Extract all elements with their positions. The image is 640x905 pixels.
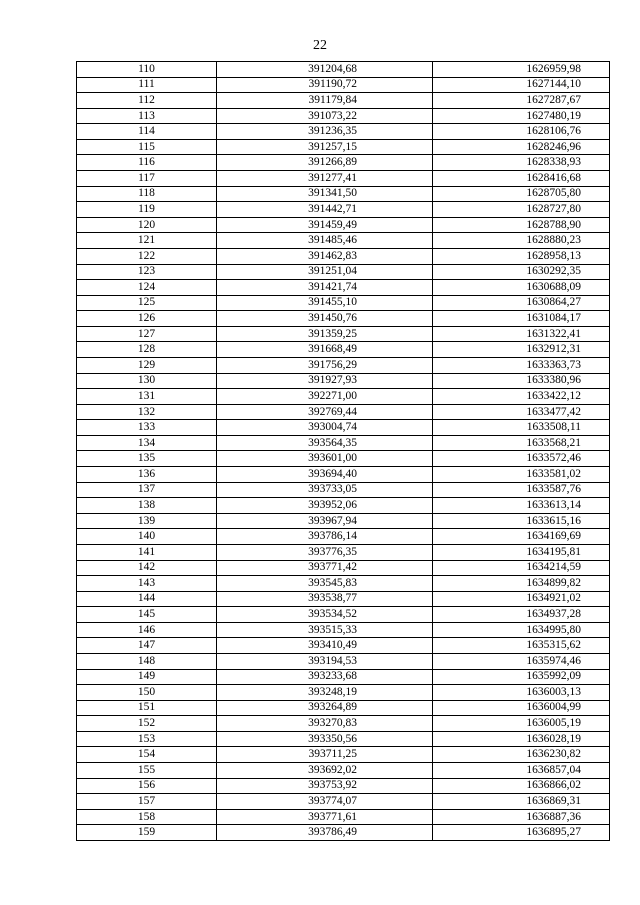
x-coordinate-cell: 393410,49 (217, 638, 433, 654)
y-coordinate-cell: 1636887,36 (433, 809, 610, 825)
y-coordinate-cell: 1633380,96 (433, 373, 610, 389)
point-number-cell: 154 (77, 747, 217, 763)
x-coordinate-cell: 392769,44 (217, 404, 433, 420)
point-number-cell: 152 (77, 716, 217, 732)
y-coordinate-cell: 1634214,59 (433, 560, 610, 576)
table-row (77, 280, 610, 296)
x-coordinate-cell: 391190,72 (217, 77, 433, 93)
point-number-cell: 122 (77, 248, 217, 264)
x-coordinate-cell: 393774,07 (217, 794, 433, 810)
x-coordinate-cell: 391421,74 (217, 280, 433, 296)
x-coordinate-cell: 393270,83 (217, 716, 433, 732)
y-coordinate-cell: 1632912,31 (433, 342, 610, 358)
point-number-cell: 147 (77, 638, 217, 654)
x-coordinate-cell: 393786,49 (217, 825, 433, 841)
table-row (77, 77, 610, 93)
y-coordinate-cell: 1636028,19 (433, 731, 610, 747)
point-number-cell: 115 (77, 139, 217, 155)
table-row (77, 513, 610, 529)
point-number-cell: 135 (77, 451, 217, 467)
y-coordinate-cell: 1633581,02 (433, 467, 610, 483)
x-coordinate-cell: 391236,35 (217, 124, 433, 140)
x-coordinate-cell: 393733,05 (217, 482, 433, 498)
x-coordinate-cell: 391359,25 (217, 326, 433, 342)
point-number-cell: 158 (77, 809, 217, 825)
table-row (77, 638, 610, 654)
y-coordinate-cell: 1633477,42 (433, 404, 610, 420)
table-row (77, 139, 610, 155)
page-number: 22 (313, 38, 327, 53)
y-coordinate-cell: 1628106,76 (433, 124, 610, 140)
x-coordinate-cell: 393771,61 (217, 809, 433, 825)
table-row (77, 420, 610, 436)
point-number-cell: 112 (77, 93, 217, 109)
y-coordinate-cell: 1633572,46 (433, 451, 610, 467)
y-coordinate-cell: 1628958,13 (433, 248, 610, 264)
x-coordinate-cell: 393601,00 (217, 451, 433, 467)
x-coordinate-cell: 391257,15 (217, 139, 433, 155)
point-number-cell: 119 (77, 202, 217, 218)
point-number-cell: 155 (77, 763, 217, 779)
point-number-cell: 131 (77, 389, 217, 405)
table-row (77, 653, 610, 669)
point-number-cell: 142 (77, 560, 217, 576)
table-row (77, 264, 610, 280)
table-row (77, 295, 610, 311)
point-number-cell: 134 (77, 435, 217, 451)
y-coordinate-cell: 1636005,19 (433, 716, 610, 732)
y-coordinate-cell: 1636230,82 (433, 747, 610, 763)
table-row (77, 747, 610, 763)
point-number-cell: 141 (77, 544, 217, 560)
table-row (77, 560, 610, 576)
x-coordinate-cell: 393692,02 (217, 763, 433, 779)
x-coordinate-cell: 393534,52 (217, 607, 433, 623)
x-coordinate-cell: 391204,68 (217, 62, 433, 78)
x-coordinate-cell: 393711,25 (217, 747, 433, 763)
point-number-cell: 127 (77, 326, 217, 342)
table-row (77, 373, 610, 389)
table-row (77, 825, 610, 841)
y-coordinate-cell: 1627480,19 (433, 108, 610, 124)
y-coordinate-cell: 1636866,02 (433, 778, 610, 794)
coordinates-table (76, 61, 610, 841)
y-coordinate-cell: 1633422,12 (433, 389, 610, 405)
y-coordinate-cell: 1628246,96 (433, 139, 610, 155)
x-coordinate-cell: 391462,83 (217, 248, 433, 264)
x-coordinate-cell: 391455,10 (217, 295, 433, 311)
y-coordinate-cell: 1636895,27 (433, 825, 610, 841)
x-coordinate-cell: 393545,83 (217, 576, 433, 592)
table-row (77, 794, 610, 810)
table-row (77, 248, 610, 264)
y-coordinate-cell: 1636857,04 (433, 763, 610, 779)
y-coordinate-cell: 1634169,69 (433, 529, 610, 545)
table-row (77, 482, 610, 498)
table-row (77, 685, 610, 701)
table-row (77, 357, 610, 373)
table-row (77, 544, 610, 560)
table-row (77, 591, 610, 607)
table-row (77, 607, 610, 623)
x-coordinate-cell: 391668,49 (217, 342, 433, 358)
y-coordinate-cell: 1636003,13 (433, 685, 610, 701)
point-number-cell: 137 (77, 482, 217, 498)
y-coordinate-cell: 1628880,23 (433, 233, 610, 249)
y-coordinate-cell: 1634921,02 (433, 591, 610, 607)
x-coordinate-cell: 391251,04 (217, 264, 433, 280)
y-coordinate-cell: 1628705,80 (433, 186, 610, 202)
point-number-cell: 143 (77, 576, 217, 592)
table-row (77, 731, 610, 747)
x-coordinate-cell: 393538,77 (217, 591, 433, 607)
y-coordinate-cell: 1633587,76 (433, 482, 610, 498)
table-row (77, 389, 610, 405)
point-number-cell: 139 (77, 513, 217, 529)
y-coordinate-cell: 1631084,17 (433, 311, 610, 327)
point-number-cell: 114 (77, 124, 217, 140)
point-number-cell: 144 (77, 591, 217, 607)
x-coordinate-cell: 393350,56 (217, 731, 433, 747)
x-coordinate-cell: 391450,76 (217, 311, 433, 327)
y-coordinate-cell: 1628788,90 (433, 217, 610, 233)
table-row (77, 311, 610, 327)
x-coordinate-cell: 393753,92 (217, 778, 433, 794)
y-coordinate-cell: 1627287,67 (433, 93, 610, 109)
y-coordinate-cell: 1630292,35 (433, 264, 610, 280)
x-coordinate-cell: 391277,41 (217, 171, 433, 187)
x-coordinate-cell: 391442,71 (217, 202, 433, 218)
y-coordinate-cell: 1636004,99 (433, 700, 610, 716)
point-number-cell: 151 (77, 700, 217, 716)
y-coordinate-cell: 1631322,41 (433, 326, 610, 342)
point-number-cell: 126 (77, 311, 217, 327)
y-coordinate-cell: 1628416,68 (433, 171, 610, 187)
point-number-cell: 148 (77, 653, 217, 669)
table-row (77, 778, 610, 794)
x-coordinate-cell: 393967,94 (217, 513, 433, 529)
table-row (77, 202, 610, 218)
x-coordinate-cell: 393771,42 (217, 560, 433, 576)
x-coordinate-cell: 393564,35 (217, 435, 433, 451)
x-coordinate-cell: 393004,74 (217, 420, 433, 436)
y-coordinate-cell: 1633363,73 (433, 357, 610, 373)
point-number-cell: 159 (77, 825, 217, 841)
x-coordinate-cell: 391073,22 (217, 108, 433, 124)
y-coordinate-cell: 1633508,11 (433, 420, 610, 436)
y-coordinate-cell: 1626959,98 (433, 62, 610, 78)
y-coordinate-cell: 1633613,14 (433, 498, 610, 514)
point-number-cell: 157 (77, 794, 217, 810)
table-row (77, 669, 610, 685)
table-row (77, 622, 610, 638)
point-number-cell: 111 (77, 77, 217, 93)
x-coordinate-cell: 393952,06 (217, 498, 433, 514)
point-number-cell: 132 (77, 404, 217, 420)
y-coordinate-cell: 1628727,80 (433, 202, 610, 218)
table-row (77, 342, 610, 358)
y-coordinate-cell: 1628338,93 (433, 155, 610, 171)
point-number-cell: 116 (77, 155, 217, 171)
table-row (77, 498, 610, 514)
table-row (77, 763, 610, 779)
x-coordinate-cell: 391341,50 (217, 186, 433, 202)
x-coordinate-cell: 393694,40 (217, 467, 433, 483)
x-coordinate-cell: 391756,29 (217, 357, 433, 373)
point-number-cell: 145 (77, 607, 217, 623)
table-row (77, 217, 610, 233)
point-number-cell: 146 (77, 622, 217, 638)
point-number-cell: 124 (77, 280, 217, 296)
x-coordinate-cell: 393264,89 (217, 700, 433, 716)
point-number-cell: 128 (77, 342, 217, 358)
point-number-cell: 149 (77, 669, 217, 685)
point-number-cell: 125 (77, 295, 217, 311)
table-row (77, 233, 610, 249)
table-row (77, 576, 610, 592)
point-number-cell: 156 (77, 778, 217, 794)
y-coordinate-cell: 1634995,80 (433, 622, 610, 638)
point-number-cell: 123 (77, 264, 217, 280)
y-coordinate-cell: 1635315,62 (433, 638, 610, 654)
y-coordinate-cell: 1635992,09 (433, 669, 610, 685)
table-row (77, 62, 610, 78)
x-coordinate-cell: 393776,35 (217, 544, 433, 560)
point-number-cell: 129 (77, 357, 217, 373)
coordinates-table-body (77, 62, 610, 841)
table-row (77, 467, 610, 483)
point-number-cell: 136 (77, 467, 217, 483)
point-number-cell: 150 (77, 685, 217, 701)
y-coordinate-cell: 1633615,16 (433, 513, 610, 529)
point-number-cell: 130 (77, 373, 217, 389)
point-number-cell: 153 (77, 731, 217, 747)
table-row (77, 93, 610, 109)
table-row (77, 809, 610, 825)
y-coordinate-cell: 1635974,46 (433, 653, 610, 669)
table-row (77, 171, 610, 187)
x-coordinate-cell: 393515,33 (217, 622, 433, 638)
table-row (77, 124, 610, 140)
table-row (77, 186, 610, 202)
table-row (77, 700, 610, 716)
y-coordinate-cell: 1634937,28 (433, 607, 610, 623)
point-number-cell: 117 (77, 171, 217, 187)
point-number-cell: 120 (77, 217, 217, 233)
table-row (77, 716, 610, 732)
y-coordinate-cell: 1634899,82 (433, 576, 610, 592)
table-row (77, 326, 610, 342)
point-number-cell: 118 (77, 186, 217, 202)
x-coordinate-cell: 393786,14 (217, 529, 433, 545)
y-coordinate-cell: 1633568,21 (433, 435, 610, 451)
point-number-cell: 133 (77, 420, 217, 436)
y-coordinate-cell: 1630688,09 (433, 280, 610, 296)
table-row (77, 451, 610, 467)
table-row (77, 155, 610, 171)
point-number-cell: 121 (77, 233, 217, 249)
x-coordinate-cell: 391459,49 (217, 217, 433, 233)
x-coordinate-cell: 393233,68 (217, 669, 433, 685)
table-row (77, 404, 610, 420)
table-row (77, 108, 610, 124)
point-number-cell: 140 (77, 529, 217, 545)
x-coordinate-cell: 391179,84 (217, 93, 433, 109)
point-number-cell: 113 (77, 108, 217, 124)
x-coordinate-cell: 393194,53 (217, 653, 433, 669)
y-coordinate-cell: 1634195,81 (433, 544, 610, 560)
point-number-cell: 138 (77, 498, 217, 514)
table-row (77, 529, 610, 545)
x-coordinate-cell: 391485,46 (217, 233, 433, 249)
y-coordinate-cell: 1630864,27 (433, 295, 610, 311)
y-coordinate-cell: 1636869,31 (433, 794, 610, 810)
y-coordinate-cell: 1627144,10 (433, 77, 610, 93)
x-coordinate-cell: 391927,93 (217, 373, 433, 389)
point-number-cell: 110 (77, 62, 217, 78)
table-row (77, 435, 610, 451)
x-coordinate-cell: 392271,00 (217, 389, 433, 405)
x-coordinate-cell: 391266,89 (217, 155, 433, 171)
x-coordinate-cell: 393248,19 (217, 685, 433, 701)
